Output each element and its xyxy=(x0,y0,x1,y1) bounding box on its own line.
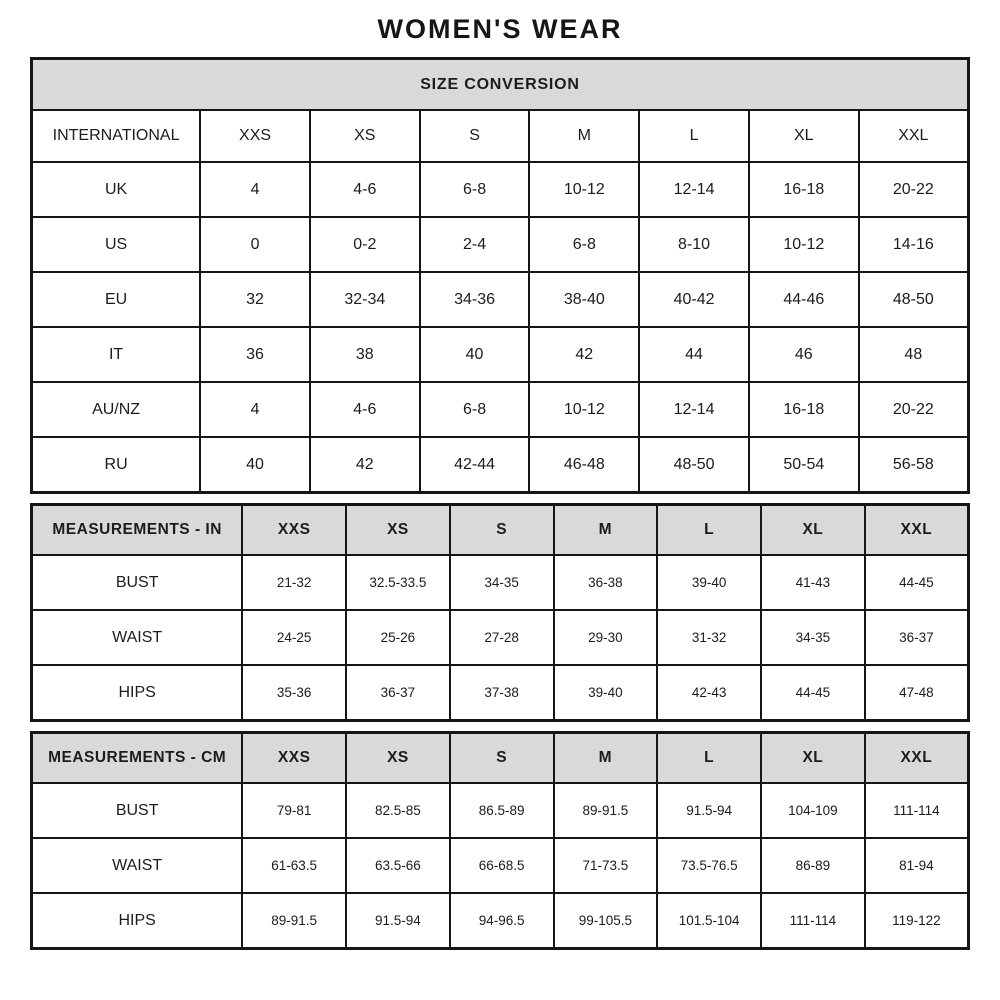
size-column-header: M xyxy=(554,733,658,784)
table-cell: 50-54 xyxy=(749,437,859,493)
table-cell: 38 xyxy=(310,327,420,382)
table-cell: 38-40 xyxy=(529,272,639,327)
table-cell: 104-109 xyxy=(761,783,865,838)
table-cell: 4-6 xyxy=(310,382,420,437)
table-banner: SIZE CONVERSION xyxy=(32,59,969,111)
row-label: EU xyxy=(32,272,201,327)
table-cell: 89-91.5 xyxy=(554,783,658,838)
measurements-in-table-grid xyxy=(30,503,970,722)
table-cell: 86-89 xyxy=(761,838,865,893)
table-row xyxy=(32,437,969,493)
table-cell: 20-22 xyxy=(859,382,969,437)
table-cell: 32-34 xyxy=(310,272,420,327)
table-cell: 20-22 xyxy=(859,162,969,217)
table-cell: 81-94 xyxy=(865,838,969,893)
table-cell: 32.5-33.5 xyxy=(346,555,450,610)
size-column-header: XS xyxy=(346,733,450,784)
table-cell: 27-28 xyxy=(450,610,554,665)
size-column-header: XXL xyxy=(865,733,969,784)
table-cell: 46 xyxy=(749,327,859,382)
measurements-cm-table-grid xyxy=(30,731,970,950)
table-cell: 39-40 xyxy=(657,555,761,610)
row-label: WAIST xyxy=(32,610,243,665)
table-cell: 73.5-76.5 xyxy=(657,838,761,893)
table-cell: 82.5-85 xyxy=(346,783,450,838)
size-column-header: M xyxy=(554,505,658,556)
size-column-header: XXS xyxy=(242,733,346,784)
table-cell: 48 xyxy=(859,327,969,382)
table-cell: 14-16 xyxy=(859,217,969,272)
table-cell: 31-32 xyxy=(657,610,761,665)
label-column-header: MEASUREMENTS - CM xyxy=(32,733,243,784)
table-row xyxy=(32,555,969,610)
table-cell: 6-8 xyxy=(420,162,530,217)
row-label: UK xyxy=(32,162,201,217)
measurements-cm-table xyxy=(30,731,970,950)
size-column-header: S xyxy=(450,733,554,784)
table-cell: 40-42 xyxy=(639,272,749,327)
table-cell: 41-43 xyxy=(761,555,865,610)
size-column-header: XS xyxy=(346,505,450,556)
size-column-header: XL xyxy=(761,733,865,784)
size-chart-page xyxy=(30,0,970,950)
table-cell: 4-6 xyxy=(310,162,420,217)
row-label: AU/NZ xyxy=(32,382,201,437)
table-cell: 42 xyxy=(529,327,639,382)
table-cell: 12-14 xyxy=(639,162,749,217)
table-cell: 34-36 xyxy=(420,272,530,327)
table-cell: 56-58 xyxy=(859,437,969,493)
row-label: BUST xyxy=(32,555,243,610)
measurements-in-table xyxy=(30,503,970,722)
table-cell: 101.5-104 xyxy=(657,893,761,949)
table-cell: 2-4 xyxy=(420,217,530,272)
table-cell: 35-36 xyxy=(242,665,346,721)
table-cell: 94-96.5 xyxy=(450,893,554,949)
size-column-header: L xyxy=(657,733,761,784)
table-header-row xyxy=(32,733,969,784)
table-cell: 89-91.5 xyxy=(242,893,346,949)
table-cell: 25-26 xyxy=(346,610,450,665)
table-cell: 34-35 xyxy=(450,555,554,610)
table-cell: 10-12 xyxy=(749,217,859,272)
row-label: WAIST xyxy=(32,838,243,893)
row-label: HIPS xyxy=(32,665,243,721)
table-cell: 39-40 xyxy=(554,665,658,721)
table-cell: 29-30 xyxy=(554,610,658,665)
table-cell: 46-48 xyxy=(529,437,639,493)
table-cell: 42 xyxy=(310,437,420,493)
table-cell: 91.5-94 xyxy=(346,893,450,949)
table-cell: 71-73.5 xyxy=(554,838,658,893)
table-row xyxy=(32,327,969,382)
table-cell: 6-8 xyxy=(529,217,639,272)
size-column-header: L xyxy=(657,505,761,556)
table-row xyxy=(32,838,969,893)
table-cell: 42-44 xyxy=(420,437,530,493)
table-cell: 6-8 xyxy=(420,382,530,437)
table-cell: 111-114 xyxy=(865,783,969,838)
table-cell: 61-63.5 xyxy=(242,838,346,893)
size-column-header: XXS xyxy=(200,110,310,162)
size-column-header: S xyxy=(450,505,554,556)
size-column-header: XXL xyxy=(859,110,969,162)
table-cell: 16-18 xyxy=(749,162,859,217)
table-cell: 16-18 xyxy=(749,382,859,437)
page-title: WOMEN'S WEAR xyxy=(377,14,623,44)
row-label: US xyxy=(32,217,201,272)
table-cell: 66-68.5 xyxy=(450,838,554,893)
table-header-row xyxy=(32,505,969,556)
table-cell: 37-38 xyxy=(450,665,554,721)
table-row xyxy=(32,272,969,327)
table-cell: 111-114 xyxy=(761,893,865,949)
table-row xyxy=(32,162,969,217)
table-cell: 12-14 xyxy=(639,382,749,437)
table-cell: 21-32 xyxy=(242,555,346,610)
table-cell: 91.5-94 xyxy=(657,783,761,838)
table-cell: 42-43 xyxy=(657,665,761,721)
table-row xyxy=(32,610,969,665)
table-cell: 0-2 xyxy=(310,217,420,272)
label-column-header: MEASUREMENTS - IN xyxy=(32,505,243,556)
table-cell: 86.5-89 xyxy=(450,783,554,838)
table-cell: 40 xyxy=(420,327,530,382)
size-column-header: XXL xyxy=(865,505,969,556)
table-cell: 119-122 xyxy=(865,893,969,949)
size-column-header: XXS xyxy=(242,505,346,556)
size-column-header: L xyxy=(639,110,749,162)
table-cell: 24-25 xyxy=(242,610,346,665)
table-cell: 44 xyxy=(639,327,749,382)
table-cell: 48-50 xyxy=(639,437,749,493)
size-conversion-table-grid xyxy=(30,57,970,494)
table-cell: 32 xyxy=(200,272,310,327)
table-cell: 0 xyxy=(200,217,310,272)
table-row xyxy=(32,217,969,272)
label-column-header: INTERNATIONAL xyxy=(32,110,201,162)
table-cell: 44-45 xyxy=(761,665,865,721)
table-cell: 36-37 xyxy=(865,610,969,665)
size-column-header: XS xyxy=(310,110,420,162)
table-row xyxy=(32,893,969,949)
table-cell: 47-48 xyxy=(865,665,969,721)
table-cell: 44-46 xyxy=(749,272,859,327)
table-cell: 79-81 xyxy=(242,783,346,838)
table-cell: 10-12 xyxy=(529,162,639,217)
table-cell: 10-12 xyxy=(529,382,639,437)
table-row xyxy=(32,382,969,437)
size-column-header: XL xyxy=(749,110,859,162)
table-cell: 44-45 xyxy=(865,555,969,610)
table-cell: 4 xyxy=(200,382,310,437)
table-cell: 36-37 xyxy=(346,665,450,721)
table-cell: 8-10 xyxy=(639,217,749,272)
table-header-row xyxy=(32,110,969,162)
size-conversion-table xyxy=(30,57,970,494)
table-row xyxy=(32,665,969,721)
table-cell: 34-35 xyxy=(761,610,865,665)
table-cell: 4 xyxy=(200,162,310,217)
table-row xyxy=(32,783,969,838)
row-label: RU xyxy=(32,437,201,493)
table-cell: 36-38 xyxy=(554,555,658,610)
table-cell: 63.5-66 xyxy=(346,838,450,893)
table-cell: 99-105.5 xyxy=(554,893,658,949)
table-cell: 40 xyxy=(200,437,310,493)
row-label: BUST xyxy=(32,783,243,838)
size-column-header: S xyxy=(420,110,530,162)
size-column-header: M xyxy=(529,110,639,162)
table-cell: 48-50 xyxy=(859,272,969,327)
table-cell: 36 xyxy=(200,327,310,382)
row-label: HIPS xyxy=(32,893,243,949)
size-column-header: XL xyxy=(761,505,865,556)
row-label: IT xyxy=(32,327,201,382)
